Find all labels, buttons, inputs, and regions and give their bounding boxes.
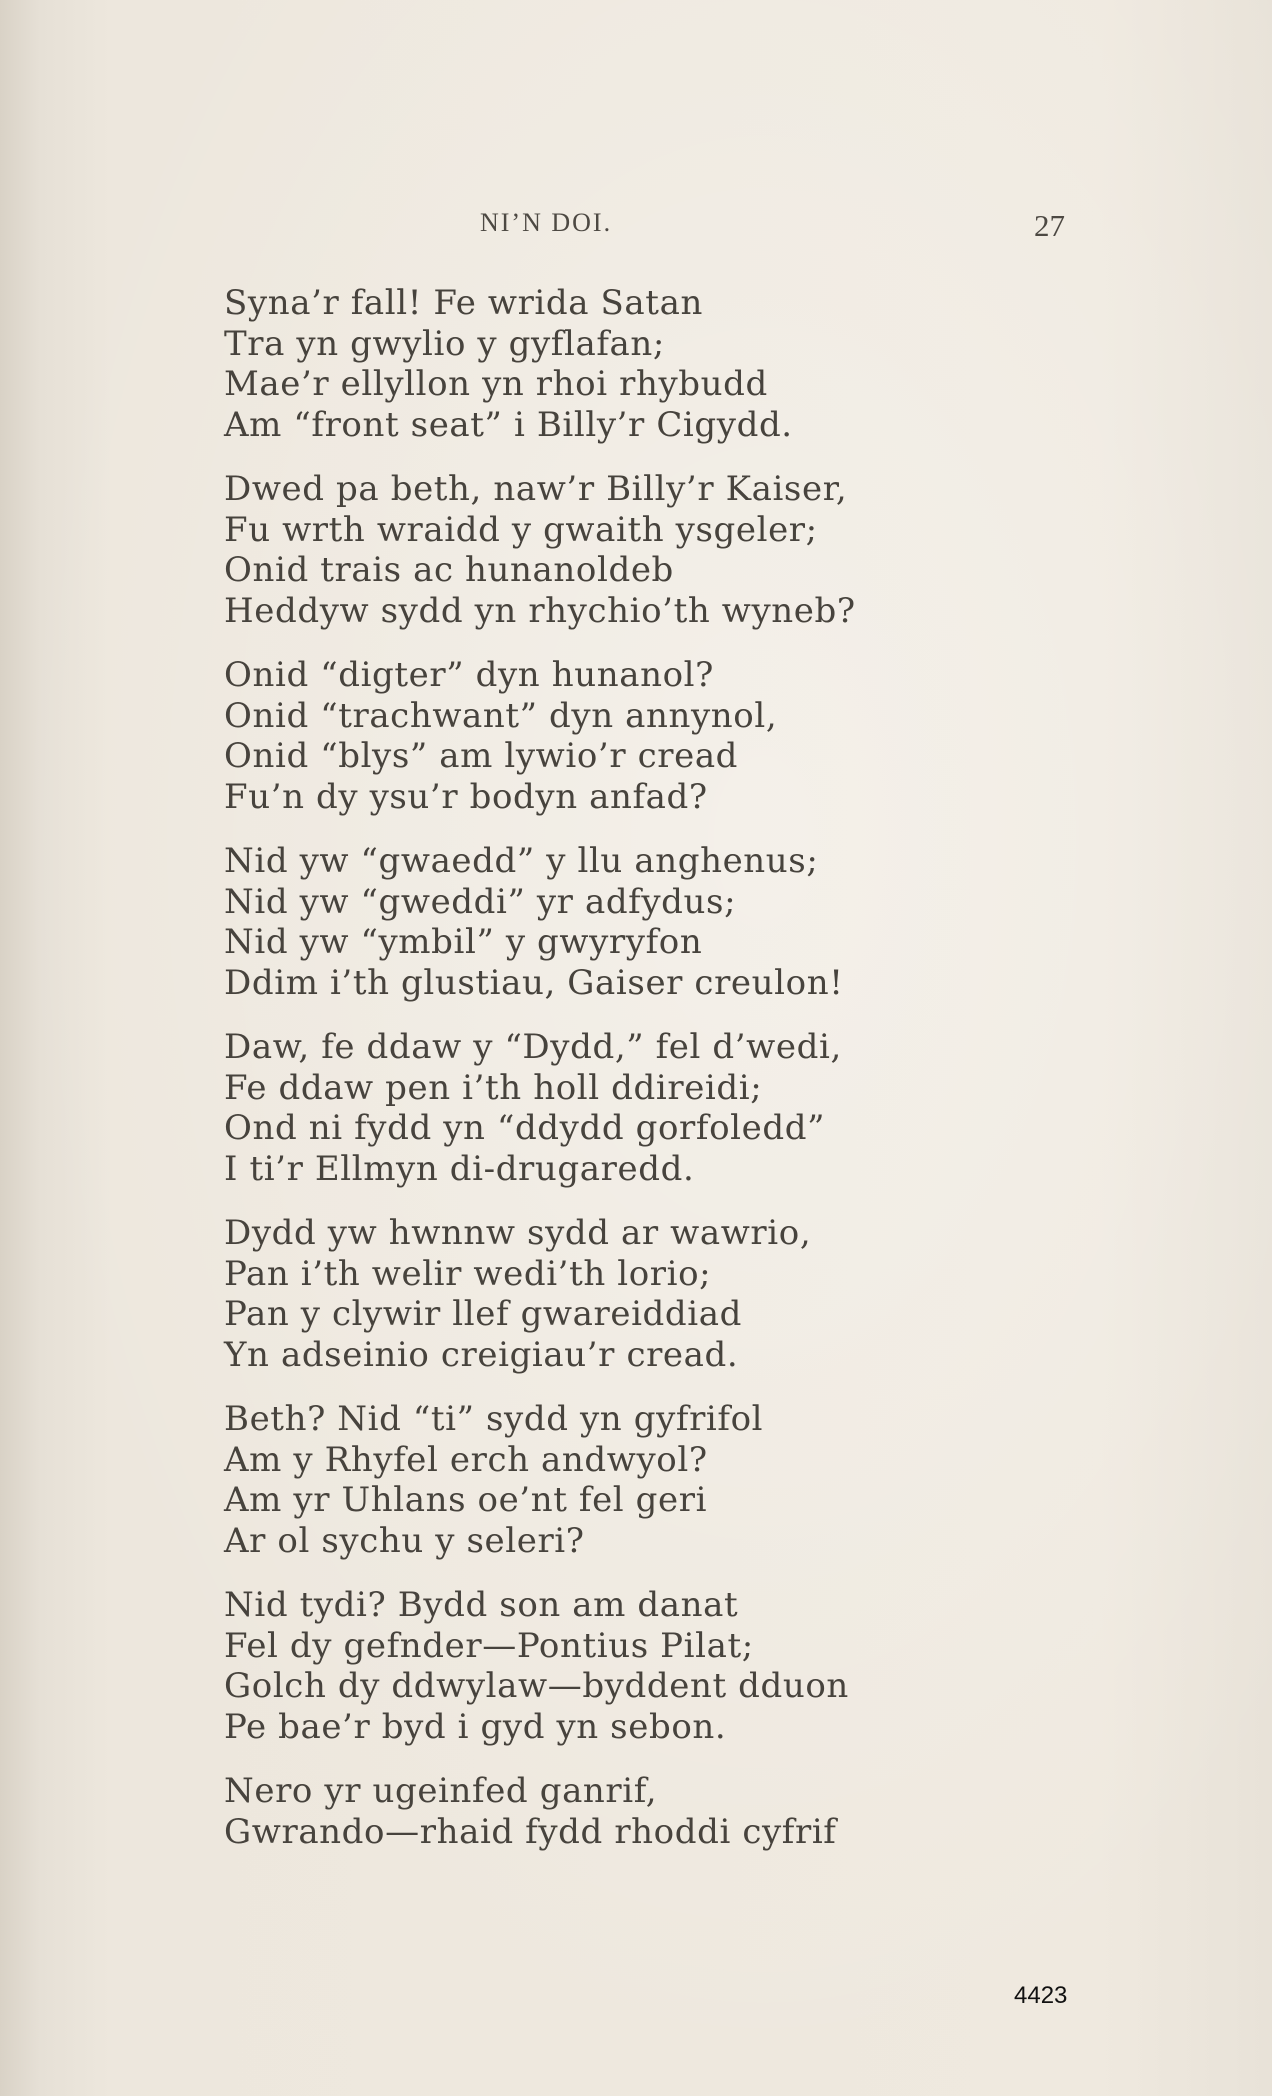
stanza [224, 1771, 1024, 1852]
poem-line: Nid yw “gweddi” yr adfydus; [224, 881, 737, 922]
poem-line: Onid “digter” dyn hunanol? [224, 655, 714, 695]
poem-line: Syna’r fall! Fe wrida Satan [224, 283, 703, 323]
poem-line: Pan y clywir llef gwareiddiad [224, 1294, 742, 1334]
poem-line: Ond ni fydd yn “ddydd gorfoledd” [224, 1108, 826, 1148]
stanza [224, 841, 1024, 1003]
poem-line: Dydd yw hwnnw sydd ar wawrio, [224, 1213, 812, 1253]
poem-line: Am y Rhyfel erch andwyol? [224, 1439, 708, 1480]
poem-line: Onid trais ac hunanoldeb [224, 550, 674, 590]
poem-line: Golch dy ddwylaw—byddent dduon [224, 1666, 849, 1706]
poem-line: Nid yw “ymbil” y gwyryfon [224, 922, 703, 962]
stanza [224, 1399, 1024, 1561]
poem-line: Daw, fe ddaw y “Dydd,” fel d’wedi, [224, 1027, 842, 1067]
poem-line: Pe bae’r byd i gyd yn sebon. [224, 1706, 727, 1747]
stanza [224, 1213, 1024, 1375]
poem-line: Fu wrth wraidd y gwaith ysgeler; [224, 509, 818, 550]
poem-line: Nid yw “gwaedd” y llu anghenus; [224, 841, 819, 881]
poem-line: Gwrando—rhaid fydd rhoddi cyfrif [224, 1811, 837, 1852]
poem [224, 283, 1024, 1876]
poem-line: Fe ddaw pen i’th holl ddireidi; [224, 1067, 763, 1108]
running-head: NI’N DOI. [480, 208, 613, 237]
poem-line: Nero yr ugeinfed ganrif, [224, 1771, 658, 1811]
poem-line: Fel dy gefnder—Pontius Pilat; [224, 1625, 754, 1666]
stanza [224, 469, 1024, 631]
poem-line: Fu’n dy ysu’r bodyn anfad? [224, 776, 708, 817]
poem-line: Ddim i’th glustiau, Gaiser creulon! [224, 962, 844, 1003]
stanza [224, 1027, 1024, 1189]
poem-line: Pan i’th welir wedi’th lorio; [224, 1253, 712, 1294]
poem-line: Beth? Nid “ti” sydd yn gyfrifol [224, 1399, 764, 1439]
poem-line: Onid “trachwant” dyn annynol, [224, 695, 778, 736]
stanza [224, 283, 1024, 445]
poem-line: Onid “blys” am lywio’r cread [224, 736, 739, 776]
poem-line: Heddyw sydd yn rhychio’th wyneb? [224, 590, 856, 631]
poem-line: Am “front seat” i Billy’r Cigydd. [224, 404, 793, 445]
stanza [224, 655, 1024, 817]
poem-line: Ar ol sychu y seleri? [224, 1520, 585, 1561]
poem-line: I ti’r Ellmyn di-drugaredd. [224, 1148, 695, 1189]
stanza [224, 1585, 1024, 1747]
poem-line: Dwed pa beth, naw’r Billy’r Kaiser, [224, 469, 848, 509]
poem-line: Tra yn gwylio y gyflafan; [224, 323, 665, 364]
page-number: 27 [1034, 208, 1065, 243]
poem-line: Nid tydi? Bydd son am danat [224, 1585, 739, 1625]
archive-stamp-number: 4423 [1014, 1982, 1068, 2009]
poem-line: Am yr Uhlans oe’nt fel geri [224, 1480, 708, 1520]
poem-line: Yn adseinio creigiau’r cread. [224, 1334, 739, 1375]
poem-line: Mae’r ellyllon yn rhoi rhybudd [224, 364, 768, 404]
